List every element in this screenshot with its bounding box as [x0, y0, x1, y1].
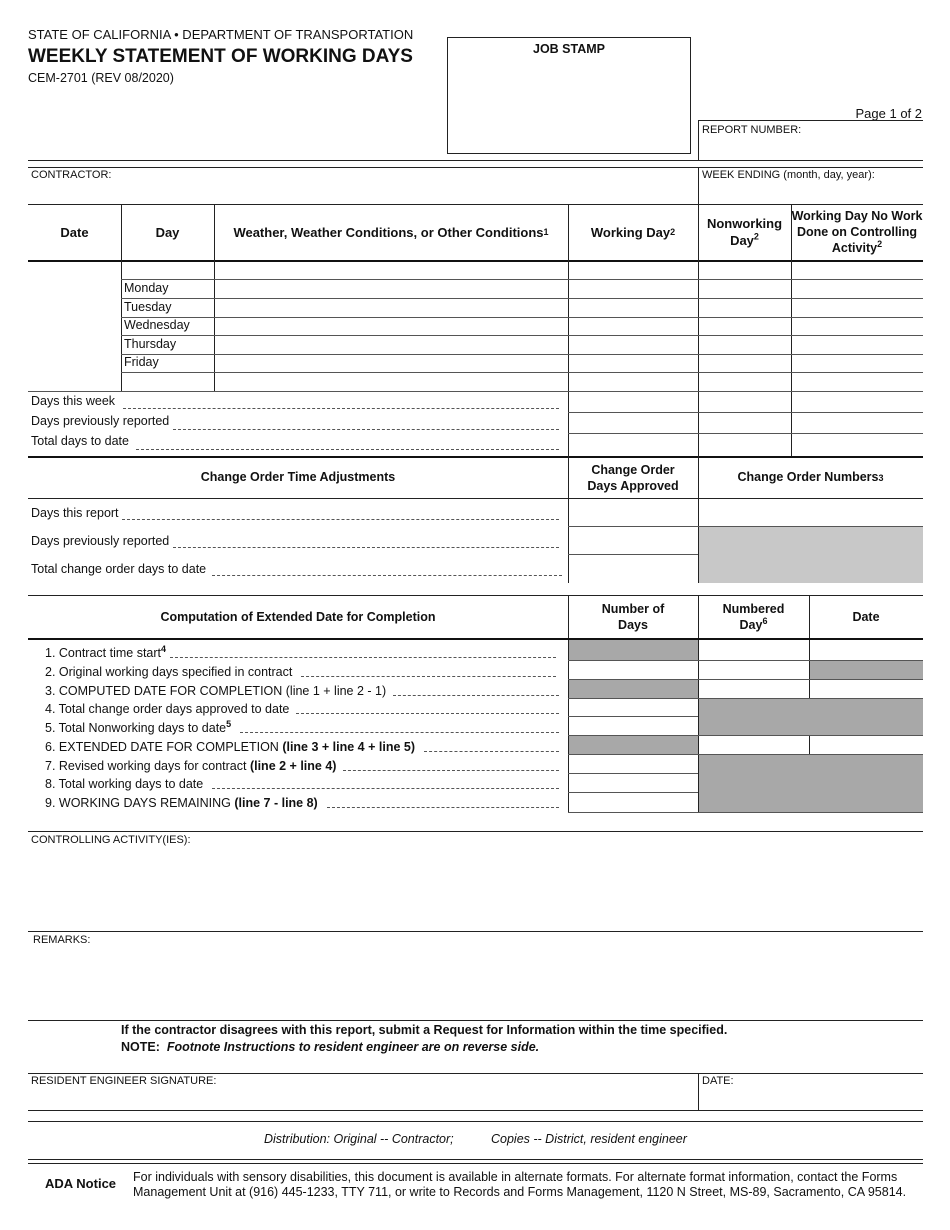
col-header-numbered-day: [698, 596, 809, 638]
footnote-note: [121, 1040, 539, 1054]
date-label: DATE:: [702, 1075, 734, 1087]
report-number-label: REPORT NUMBER:: [702, 124, 802, 136]
form-number: CEM-2701 (REV 08/2020): [28, 71, 174, 85]
change-order-numbers-header: Change Order Numbers 3: [737, 470, 884, 484]
change-order-header: Change Order Time Adjustments: [200, 470, 396, 484]
form-title: WEEKLY STATEMENT OF WORKING DAYS: [28, 46, 413, 67]
remarks-label: REMARKS:: [33, 934, 91, 946]
co-total-days-to-date-label: Total change order days to date: [31, 562, 207, 576]
col-header-number-of-days-l1: Number of: [601, 602, 665, 616]
contractor-label: CONTRACTOR:: [31, 169, 112, 181]
week-ending-label: WEEK ENDING (month, day, year):: [702, 169, 875, 181]
total-days-to-date-label: Total days to date: [31, 434, 129, 448]
computation-header: Computation of Extended Date for Completion: [160, 609, 436, 624]
col-header-nonworking-l2: Day: [730, 233, 754, 248]
job-stamp-label: JOB STAMP: [533, 42, 605, 56]
computation-line-6: [45, 740, 415, 754]
engineer-signature-label: RESIDENT ENGINEER SIGNATURE:: [31, 1075, 217, 1087]
col-header-no-work-l3: Activity: [831, 241, 878, 255]
co-days-this-report-label: Days this report: [31, 506, 119, 520]
col-header-day: Day: [155, 224, 180, 240]
col-header-no-work: [791, 204, 923, 260]
computation-line-8: 8. Total working days to date: [45, 777, 204, 791]
days-this-week-label: Days this week: [31, 394, 116, 408]
computation-line-1-text: 1. Contract time start: [45, 646, 162, 660]
footnote-6: 6: [762, 615, 768, 626]
computation-line-6-formula: (line 3 + line 4 + line 5): [282, 740, 416, 754]
day-row-label: Monday: [124, 281, 169, 295]
footnote-5: 5: [226, 718, 232, 729]
col-header-date: Date: [60, 224, 89, 240]
computation-line-5: [45, 718, 232, 735]
day-row-label: Friday: [124, 355, 159, 369]
computation-line-6-text: 6. EXTENDED DATE FOR COMPLETION: [45, 740, 283, 754]
day-row-label: Thursday: [124, 337, 177, 351]
note-text: Footnote Instructions to resident engineer are on reverse side.: [166, 1040, 540, 1054]
computation-line-9: [45, 796, 318, 810]
distribution-copies: Copies -- District, resident engineer: [491, 1132, 687, 1146]
change-order-numbers-text: Change Order Numbers: [737, 470, 879, 484]
col-header-numbered-day-l2: Day: [739, 618, 763, 632]
footnote-2b: 2: [753, 231, 759, 242]
footnote-2c: 2: [877, 238, 883, 249]
report-number-field[interactable]: [700, 138, 924, 158]
computation-line-9-text: 9. WORKING DAYS REMAINING: [45, 796, 235, 810]
col-header-number-of-days: [568, 596, 698, 638]
col-header-working-text: Working Day: [590, 224, 671, 240]
week-ending-field[interactable]: [702, 183, 924, 203]
computation-line-9-formula: (line 7 - line 8): [234, 796, 318, 810]
computation-line-7-text: 7. Revised working days for contract: [45, 759, 250, 773]
day-row-label: Wednesday: [124, 318, 190, 332]
page-indicator: Page 1 of 2: [855, 106, 922, 121]
job-stamp-box: [447, 37, 691, 154]
col-header-weather: Weather, Weather Conditions, or Other Conditions 1: [233, 224, 549, 240]
remarks-field[interactable]: [31, 950, 923, 1020]
distribution-original: Distribution: Original -- Contractor;: [264, 1132, 454, 1146]
agency-line: STATE OF CALIFORNIA • DEPARTMENT OF TRANSPORTATION: [28, 27, 414, 42]
disagreement-notice: If the contractor disagrees with this report, submit a Request for Information within the time specified.: [121, 1023, 728, 1037]
computation-line-3: 3. COMPUTED DATE FOR COMPLETION (line 1 + line 2 - 1): [45, 684, 387, 698]
change-order-days-approved-header: [568, 457, 698, 498]
days-previously-reported-label: Days previously reported: [31, 414, 170, 428]
change-order-days-approved-l1: Change Order: [591, 462, 675, 477]
col-header-no-work-l2: Done on Controlling: [796, 225, 918, 239]
col-header-date-computation: Date: [852, 609, 880, 624]
col-header-weather-text: Weather, Weather Conditions, or Other Conditions: [233, 224, 544, 240]
note-label: NOTE:: [121, 1040, 160, 1054]
ada-notice-label: ADA Notice: [45, 1176, 117, 1191]
computation-line-1: [45, 643, 167, 660]
ada-notice-text: For individuals with sensory disabilities, this document is available in alternate formats. For alternate format information, contact the Forms Management Unit at (916) 445-1233, TTY 711, or write to Records and Forms Management, 1120 N Street, MS-89, Sacramento, CA 95814.: [133, 1170, 907, 1199]
co-days-previously-reported-label: Days previously reported: [31, 534, 170, 548]
computation-line-7: [45, 759, 336, 773]
footnote-4: 4: [161, 643, 167, 654]
contractor-field[interactable]: [31, 183, 695, 203]
engineer-signature-field[interactable]: [31, 1089, 695, 1109]
signature-date-field[interactable]: [702, 1089, 924, 1109]
col-header-working: Working Day 2: [590, 224, 676, 240]
computation-line-4: 4. Total change order days approved to date: [45, 702, 290, 716]
computation-line-2: 2. Original working days specified in contract: [45, 665, 293, 679]
controlling-activities-label: CONTROLLING ACTIVITY(IES):: [31, 834, 191, 846]
computation-line-7-formula: (line 2 + line 4): [249, 759, 337, 773]
col-header-number-of-days-l2: Days: [618, 618, 648, 632]
computation-line-5-text: 5. Total Nonworking days to date: [45, 721, 227, 735]
day-row-label: Tuesday: [124, 300, 172, 314]
col-header-nonworking-l1: Nonworking: [706, 216, 783, 231]
col-header-no-work-l1: Working Day No Work: [791, 209, 923, 223]
col-header-nonworking: [698, 204, 791, 260]
change-order-days-approved-l2: Days Approved: [587, 478, 679, 493]
col-header-numbered-day-l1: Numbered: [722, 602, 785, 616]
controlling-activities-field[interactable]: [31, 850, 923, 930]
